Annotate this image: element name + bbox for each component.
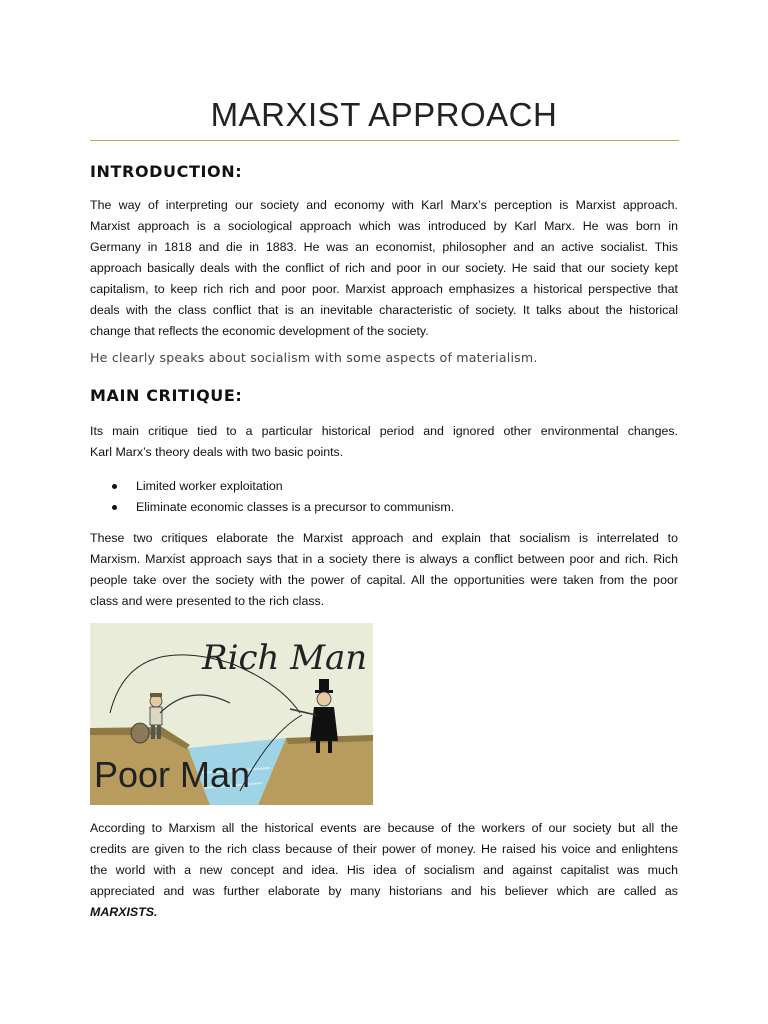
- paragraph-line: Marxism. Marxist approach says that in a society there is always a conflict between poor and rich. Rich: [90, 552, 678, 566]
- list-item-text: Eliminate economic classes is a precursor to communism.: [136, 500, 455, 514]
- paragraph-line: class and were presented to the rich class.: [90, 594, 325, 608]
- main-critique-heading: MAIN CRITIQUE:: [90, 386, 243, 405]
- paragraph-line: approach basically deals with the conflict of rich and poor in our society. He said that our society kept: [90, 261, 678, 275]
- introduction-heading: INTRODUCTION:: [90, 162, 243, 181]
- conclusion-paragraph: [90, 818, 678, 923]
- list-item: [90, 476, 678, 497]
- critique-paragraph: [90, 421, 678, 463]
- paragraph-line: credits are given to the rich class because of their power of money. He raised his voice and enlightens: [90, 842, 678, 856]
- list-item-text: Limited worker exploitation: [136, 479, 283, 493]
- elaboration-paragraph: [90, 528, 678, 612]
- paragraph-line: appreciated and was further elaborate by many historians and his believer which are called as: [90, 884, 678, 898]
- paragraph-line: capitalism, to keep rich rich and poor poor. Marxist approach emphasizes a historical perspective that: [90, 282, 678, 296]
- paragraph-line: Karl Marx’s theory deals with two basic points.: [90, 445, 344, 459]
- paragraph-line: people take over the society with the power of capital. All the opportunities were taken from the poor: [90, 573, 678, 587]
- socialism-note: He clearly speaks about socialism with some aspects of materialism.: [90, 350, 538, 365]
- paragraph-line: Marxist approach is a sociological approach which was introduced by Karl Marx. He was born in: [90, 219, 678, 233]
- paragraph-line: These two critiques elaborate the Marxist approach and explain that socialism is interrelated to: [90, 531, 678, 545]
- rich-man-label: Rich Man: [202, 638, 368, 678]
- paragraph-line: change that reflects the economic development of the society.: [90, 324, 429, 338]
- paragraph-line: According to Marxism all the historical events are because of the workers of our society but all the: [90, 821, 678, 835]
- paragraph-line: the world with a new concept and idea. His idea of socialism and against capitalist was much: [90, 863, 678, 877]
- title-divider: [90, 140, 679, 141]
- paragraph-line: Germany in 1818 and die in 1883. He was an economist, philosopher and an active socialist. This: [90, 240, 678, 254]
- poor-man-label: Poor Man: [94, 754, 251, 795]
- rich-man-poor-man-cartoon: [90, 623, 373, 805]
- marxists-emphasis: MARXISTS.: [90, 905, 158, 919]
- bullet-icon: [112, 505, 117, 510]
- paragraph-line: deals with the class conflict that is an inevitable characteristic of society. It talks about the historical: [90, 303, 678, 317]
- paragraph-line: [90, 902, 678, 923]
- critique-bullet-list: [90, 476, 678, 518]
- page-title: MARXIST APPROACH: [210, 96, 558, 133]
- list-item: [90, 497, 678, 518]
- paragraph-line: Its main critique tied to a particular historical period and ignored other environmental changes.: [90, 424, 678, 438]
- introduction-paragraph: [90, 195, 678, 342]
- paragraph-line: The way of interpreting our society and economy with Karl Marx’s perception is Marxist approach.: [90, 198, 678, 212]
- bullet-icon: [112, 484, 117, 489]
